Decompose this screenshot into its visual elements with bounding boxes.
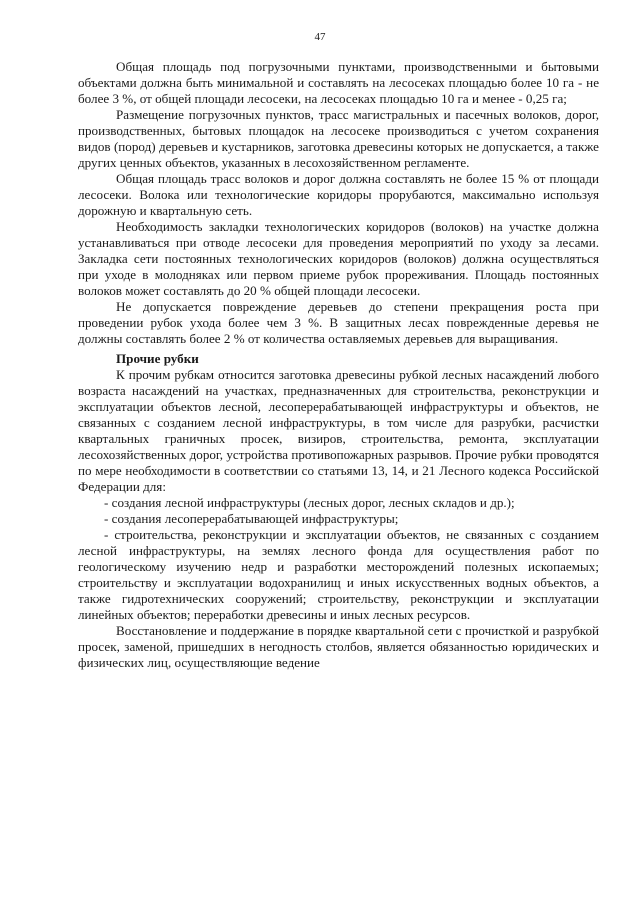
paragraph-placement: Размещение погрузочных пунктов, трасс магистральных и пасечных волоков, дорог, производственных, бытовых площадок на лесосеке производиться с учетом сохранения видов (пород) деревьев и кустарников, заготовка древесины которых не допускается, а также других ценных объектов, указанных в лесохозяйственном регламенте. [78, 107, 599, 170]
paragraph-trail-area: Общая площадь трасс волоков и дорог должна составлять не более 15 % от площади лесосеки. Волока или технологические коридоры прорубаются, максимально используя дорожную и квартальную сеть. [78, 171, 599, 218]
paragraph-technological-corridors: Необходимость закладки технологических коридоров (волоков) на участке должна устанавливаться при отводе лесосеки для проведения мероприятий по уходу за лесами. Закладка сети постоянных технологических коридоров (волоков) должна осуществляться при уходе в молодняках или первом приеме рубок прореживания. Площадь постоянных волоков может составлять до 20 % общей площади лесосеки. [78, 219, 599, 298]
paragraph-quarter-network: Восстановление и поддержание в порядке квартальной сети с прочисткой и разрубкой просек, заменой, пришедших в негодность столбов, является обязанностью юридических и физических лиц, осуществляющие ведение [78, 623, 599, 670]
paragraph-loading-area: Общая площадь под погрузочными пунктами, производственными и бытовыми объектами должна быть минимальной и составлять на лесосеках площадью более 10 га - не более 3 %, от общей площади лесосеки, на лесосеках площадью 10 га и менее - 0,25 га; [78, 59, 599, 106]
document-body [78, 59, 599, 671]
list-item: - строительства, реконструкции и эксплуатации объектов, не связанных с созданием лесной инфраструктуры, на землях лесного фонда для осуществления работ по геологическому изучению недр и разработки месторождений полезных ископаемых; строительству и эксплуатации водохранилищ и иных искусственных водных объектов, а также гидротехнических сооружений; строительству, реконструкции и эксплуатации линейных объектов; переработки древесины и иных лесных ресурсов. [78, 527, 599, 622]
section-heading: Прочие рубки [116, 351, 199, 366]
list-item: - создания лесной инфраструктуры (лесных дорог, лесных складов и др.); [104, 495, 515, 510]
paragraph-other-cuttings: К прочим рубкам относится заготовка древесины рубкой лесных насаждений любого возраста насаждений на участках, предназначенных для строительства, реконструкции и эксплуатации объектов лесной, лесоперерабатывающей инфраструктуры и объектов, не связанных с созданием лесной инфраструктуры, в том числе для разрубки, расчистки квартальных граничных просек, визиров, строительства, ремонта, эксплуатации лесохозяйственных дорог, устройства противопожарных разрывов. Прочие рубки проводятся по мере необходимости в соответствии со статьями 13, 14, и 21 Лесного кодекса Российской Федерации для: [78, 367, 599, 494]
page-number: 47 [314, 31, 326, 43]
list-item: - создания лесоперерабатывающей инфраструктуры; [104, 511, 399, 526]
paragraph-tree-damage: Не допускается повреждение деревьев до степени прекращения роста при проведении рубок ухода более чем 3 %. В защитных лесах поврежденные деревья не должны составлять более 2 % от количества оставляемых деревьев для выращивания. [78, 299, 599, 346]
